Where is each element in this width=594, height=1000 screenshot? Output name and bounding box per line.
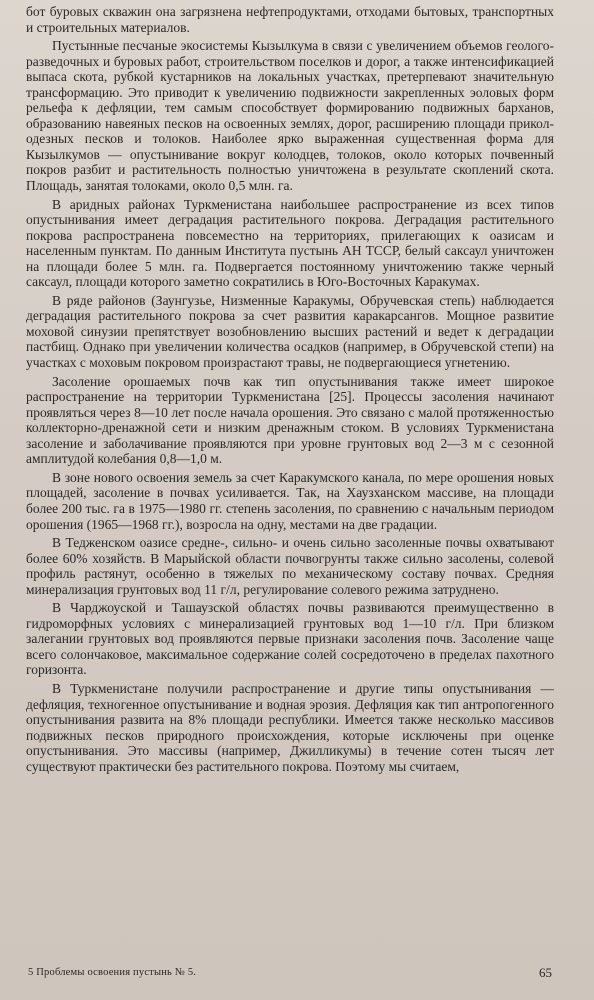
paragraph-2: Пустынные песчаные экосистемы Кызылкума в связи с увеличением объемов геолого-разведочных и буровых работ, строительством поселков и дорог, а также интенсификацией выпаса скота, рубкой кустарников на локальных участках, претерпевают значительную трансформацию. Это приводит к увеличению подвижности закрепленных эоловых форм рельефа к дефляции, тем самым способствует формированию подвижных барханов, образованию навеяных песков на освоенных землях, дорог, расширению площади приколодезных песков и толоков. Наиболее ярко выраженная существенная форма для Кызылкумов — опустынивание вокруг колодцев, толоков, около которых почвенный покров разбит и растительность полностью уничтожена в результате скоплений скота. Площадь, занятая толоками, около 0,5 млн. га.: [26, 38, 554, 194]
paragraph-4: В ряде районов (Заунгузье, Низменные Каракумы, Обручевская степь) наблюдается деградация растительного покрова за счет развития каракарсангов. Мощное развитие моховой синузии препятствует возобновлению высших растений и ведет к деградации пастбищ. Однако при увеличении количества осадков (например, в Обручевской степи) на участках с моховым покровом произрастают травы, не подвергающиеся угнетению.: [26, 292, 554, 371]
page-body-text: [26, 4, 554, 777]
paragraph-1: бот буровых скважин она загрязнена нефтепродуктами, отходами бытовых, транспортных и строительных материалов.: [26, 4, 554, 35]
page-footer: [28, 965, 552, 983]
footer-signature-note: 5 Проблемы освоения пустынь № 5.: [28, 967, 197, 978]
paragraph-9: В Туркменистане получили распространение и другие типы опустынивания — дефляция, техногенное опустынивание и водная эрозия. Дефляция как тип антропогенного опустынивания развита на 8% площади республики. Имеется также несколько массивов подвижных песков природного происхождения, которые исключены при оценке опустынивания. Это массивы (например, Джилликумы) в течение сотен тысяч лет существуют практически без растительного покрова. Поэтому мы считаем,: [26, 680, 554, 774]
paragraph-7: В Тедженском оазисе средне-, сильно- и очень сильно засоленные почвы охватывают более 60% хозяйств. В Марыйской области почвогрунты также сильно засолены, солевой профиль растянут, особенно в тяжелых по механическому составу почвах. Средняя минерализация грунтовых вод 11 г/л, регулирование солевого режима затруднено.: [26, 535, 554, 597]
paragraph-3: В аридных районах Туркменистана наибольшее распространение из всех типов опустынивания имеет деградация растительного покрова. Деградация растительного покрова распространена повсеместно на территориях, прилегающих к оазисам и населенным пунктам. По данным Института пустынь АН ТССР, белый саксаул уничтожен на площади более 5 млн. га. Подвергается постоянному уничтожению также черный саксаул, площади которого заметно сократились в Юго-Восточных Каракумах.: [26, 196, 554, 290]
page-number: 65: [539, 965, 552, 980]
paragraph-5: Засоление орошаемых почв как тип опустынивания также имеет широкое распространение на территории Туркменистана [25]. Процессы засоления начинают проявляться через 8—10 лет после начала орошения. Это связано с малой протяженностью коллекторно-дренажной сети и низким дренажным стоком. В условиях Туркменистана засоление и заболачивание проявляются при уровне грунтовых вод 2—3 м с сезонной амплитудой колебания 0,8—1,0 м.: [26, 373, 554, 467]
paragraph-8: В Чарджоуской и Ташаузской областях почвы развиваются преимущественно в гидроморфных условиях с минерализацией грунтовых вод 1—10 г/л. При близком залегании грунтовых вод проявляются первые признаки засоления почв. Засоление чаще всего солончаковое, максимальное содержание солей сосредоточено в пределах пахотного горизонта.: [26, 600, 554, 678]
paragraph-6: В зоне нового освоения земель за счет Каракумского канала, по мере орошения новых площадей, засоление в почвах усиливается. Так, на Хаузханском массиве, на площади более 200 тыс. га в 1975—1980 гг. степень засоления, по сравнению с начальным периодом орошения (1965—1968 гг.), возросла на одну, местами на две градации.: [26, 469, 554, 532]
